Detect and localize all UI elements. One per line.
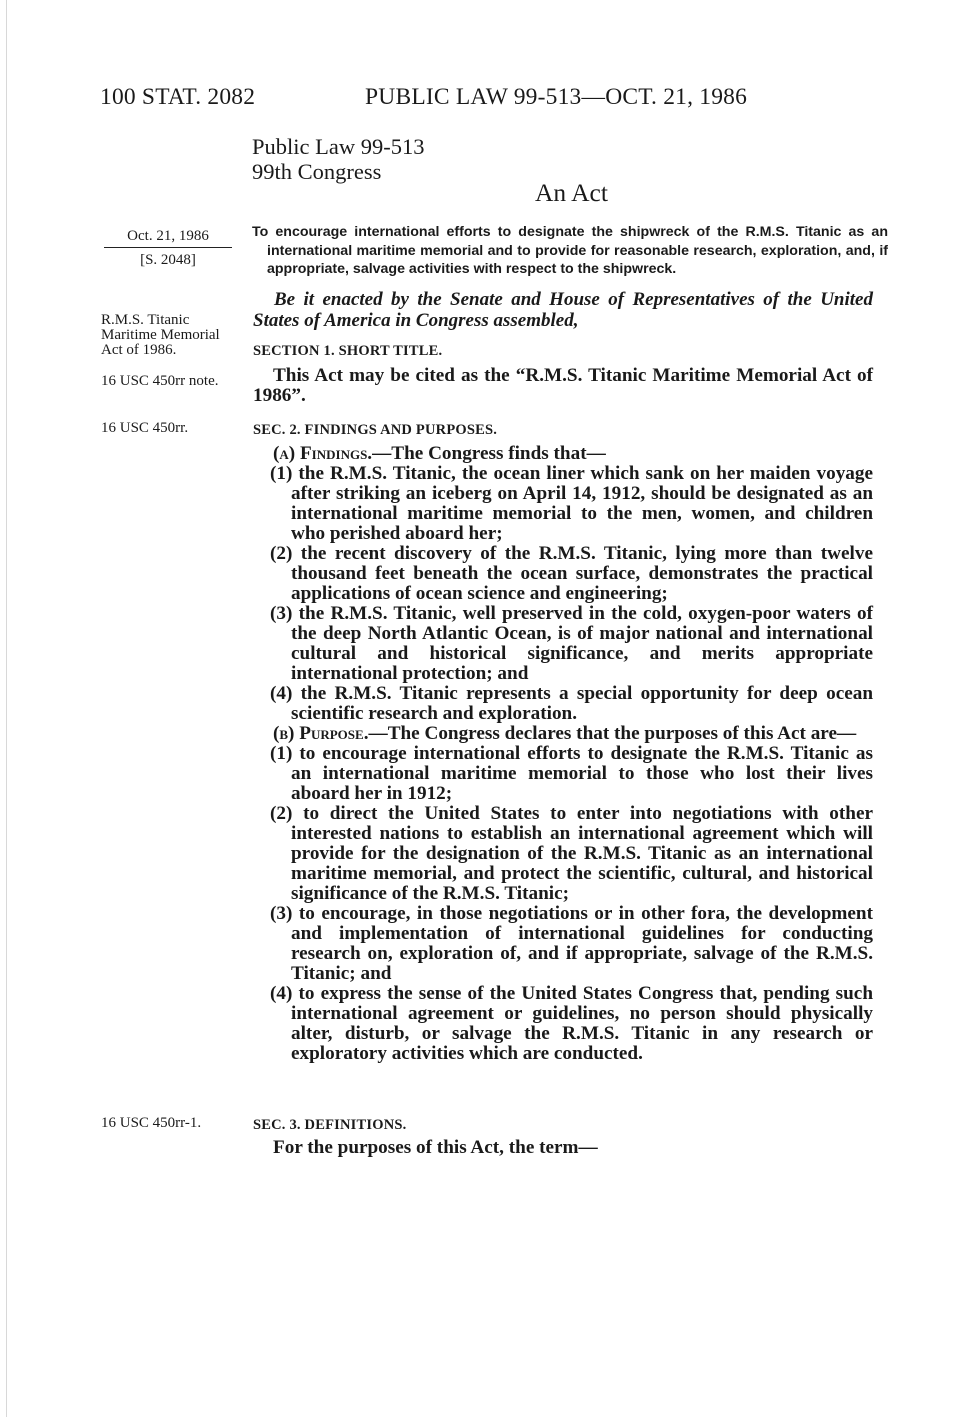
purpose-intro: —The Congress declares that the purposes of this Act are—: [368, 723, 857, 744]
section-1-heading: SECTION 1. SHORT TITLE.: [253, 343, 443, 359]
findings-paragraph: [253, 444, 873, 464]
page-edge: [6, 0, 7, 1417]
findings-intro: —The Congress finds that—: [372, 443, 606, 464]
section-2-heading: SEC. 2. FINDINGS AND PURPOSES.: [253, 422, 498, 438]
public-law-number: Public Law 99-513: [252, 134, 425, 159]
margin-date-note: [104, 226, 232, 270]
section-1-body: [253, 366, 873, 406]
purpose-paragraph: [253, 724, 873, 744]
stat-reference: 100 STAT. 2082: [100, 84, 256, 110]
bill-number: [S. 2048]: [140, 252, 196, 268]
margin-usc-note-3: 16 USC 450rr-1.: [101, 1115, 202, 1131]
act-heading: An Act: [535, 178, 608, 207]
finding-item: (1) the R.M.S. Titanic, the ocean liner which sank on her maiden voyage after striking an iceberg on April 14, 1912, should be designated as an international maritime memorial to the men, women, and children who perished aboard her;: [270, 463, 873, 544]
short-title-text: This Act may be cited as the “R.M.S. Titanic Maritime Memorial Act of 1986”.: [253, 365, 873, 406]
enacting-clause: Be it enacted by the Senate and House of Representatives of the United States of America in Congress assembled,: [253, 289, 873, 331]
purpose-item: (2) to direct the United States to enter into negotiations with other interested nations to establish an international agreement which will provide for the designation of the R.M.S. Titanic as an international maritime memorial, and protect the scientific, cultural, and historical significance of the R.M.S. Titanic;: [270, 803, 873, 904]
finding-item: (3) the R.M.S. Titanic, well preserved in the cold, oxygen-poor waters of the deep North Atlantic Ocean, is of major national and international cultural and historical significance, and merits appropriate international protection; and: [270, 603, 873, 684]
finding-item: (4) the R.M.S. Titanic represents a special opportunity for deep ocean scientific research and exploration.: [270, 683, 873, 724]
purpose-label: (b) Purpose.: [273, 723, 369, 744]
act-purpose: To encourage international efforts to designate the shipwreck of the R.M.S. Titanic as an international maritime memorial and to provide for reasonable research, exploration, and, if appropriate, salvage activities with respect to the shipwreck.: [252, 224, 888, 277]
section-3-body: [253, 1138, 873, 1158]
purpose-item: (3) to encourage, in those negotiations or in other fora, the development and implementation of international guidelines for conducting research on, exploration of, and if appropriate, salvage of the R.M.S. Titanic; and: [270, 903, 873, 984]
margin-usc-note-1: 16 USC 450rr note.: [101, 373, 219, 389]
margin-usc-note-2: 16 USC 450rr.: [101, 420, 189, 436]
finding-item: (2) the recent discovery of the R.M.S. Titanic, lying more than twelve thousand feet beneath the ocean surface, demonstrates the practical applications of ocean science and engineering;: [270, 543, 873, 604]
purpose-item: (1) to encourage international efforts to designate the R.M.S. Titanic as an international maritime memorial to those who lost their lives aboard her in 1912;: [270, 743, 873, 804]
margin-short-title-note: R.M.S. Titanic Maritime Memorial Act of 1986.: [101, 312, 220, 358]
title-block: [252, 134, 424, 184]
running-head-title: PUBLIC LAW 99-513—OCT. 21, 1986: [365, 84, 748, 110]
enactment-date: Oct. 21, 1986: [127, 228, 209, 244]
section-3-heading: SEC. 3. DEFINITIONS.: [253, 1117, 407, 1133]
purpose-item: (4) to express the sense of the United States Congress that, pending such international agreement or guidelines, no person should physically alter, disturb, or salvage the R.M.S. Titanic in any research or exploratory activities which are conducted.: [270, 983, 873, 1064]
date-divider: [104, 247, 232, 248]
findings-label: (a) Findings.: [273, 443, 373, 464]
section-2-body: [253, 444, 873, 1064]
definitions-intro: For the purposes of this Act, the term—: [273, 1137, 598, 1158]
congress-number: 99th Congress: [252, 159, 382, 184]
